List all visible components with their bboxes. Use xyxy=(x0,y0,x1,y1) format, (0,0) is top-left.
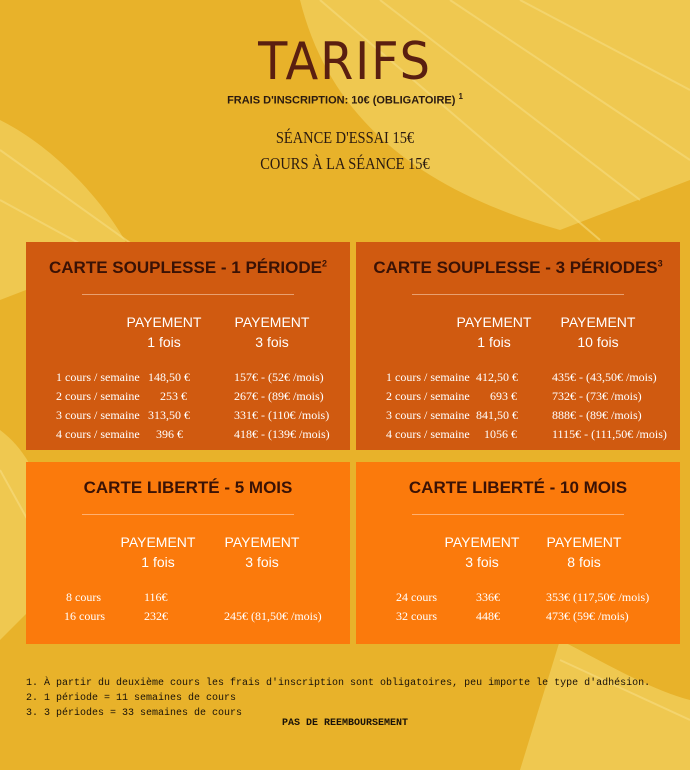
table-row xyxy=(356,408,680,427)
payment-label: PAYEMENT xyxy=(234,314,310,330)
trial-session-price: SÉANCE D'ESSAI 15€ xyxy=(275,127,415,147)
row-label: 1 cours / semaine xyxy=(386,370,470,384)
divider xyxy=(412,294,624,295)
table-row xyxy=(356,389,680,408)
no-refund-notice: PAS DE REEMBOURSEMENT xyxy=(281,718,409,729)
header xyxy=(0,32,690,177)
footnote-3: 3. 3 périodes = 33 semaines de cours xyxy=(26,708,243,719)
card-liberte-5-mois xyxy=(26,462,350,644)
registration-fee xyxy=(0,92,690,107)
row-price-once: 336€ xyxy=(476,590,500,604)
price-table xyxy=(26,590,350,628)
card-title-note: 3 xyxy=(657,258,663,269)
row-price-once: 448€ xyxy=(476,609,500,623)
table-row xyxy=(26,590,350,609)
payment-col-1 xyxy=(454,312,534,352)
payment-col-2 xyxy=(558,312,638,352)
row-price-once: 232€ xyxy=(144,609,168,623)
payment-label: PAYEMENT xyxy=(456,314,532,330)
payment-label: PAYEMENT xyxy=(546,534,622,550)
payment-col-1 xyxy=(442,532,522,572)
row-label: 16 cours xyxy=(64,609,105,623)
card-title-text: CARTE LIBERTÉ - 5 MOIS xyxy=(83,478,293,497)
registration-fee-text: FRAIS D'INSCRIPTION: 10€ (OBLIGATOIRE) xyxy=(227,94,456,107)
row-label: 8 cours xyxy=(66,590,101,604)
row-price-once: 253 € xyxy=(160,389,187,403)
payment-col-2 xyxy=(222,532,302,572)
footnote-1: 1. À partir du deuxième cours les frais d'inscription sont obligatoires, peu importe le type d'adhésion. xyxy=(26,678,651,689)
page-title: TARIFS xyxy=(258,32,432,92)
table-row xyxy=(26,370,350,389)
row-price-split: 732€ - (73€ /mois) xyxy=(552,389,642,403)
table-row xyxy=(26,389,350,408)
divider xyxy=(412,514,624,515)
row-price-once: 412,50 € xyxy=(476,370,518,384)
trial-prices xyxy=(52,125,639,178)
card-title-text: CARTE SOUPLESSE - 3 PÉRIODES xyxy=(373,258,658,277)
row-price-once: 1056 € xyxy=(484,427,517,441)
row-label: 24 cours xyxy=(396,590,437,604)
payment-col-2 xyxy=(544,532,624,572)
payment-count: 3 fois xyxy=(245,554,279,570)
divider xyxy=(82,294,294,295)
divider xyxy=(82,514,294,515)
card-title xyxy=(356,478,680,498)
table-row xyxy=(26,609,350,628)
table-row xyxy=(356,609,680,628)
payment-col-1 xyxy=(124,312,204,352)
payment-col-1 xyxy=(118,532,198,572)
payment-count: 1 fois xyxy=(477,334,511,350)
row-price-split: 267€ - (89€ /mois) xyxy=(234,389,324,403)
row-price-split: 157€ - (52€ /mois) xyxy=(234,370,324,384)
price-table xyxy=(356,590,680,628)
registration-fee-note: 1 xyxy=(458,92,463,101)
payment-label: PAYEMENT xyxy=(224,534,300,550)
payment-count: 3 fois xyxy=(255,334,289,350)
row-label: 3 cours / semaine xyxy=(56,408,140,422)
card-title-text: CARTE LIBERTÉ - 10 MOIS xyxy=(408,478,628,497)
table-row xyxy=(356,370,680,389)
row-price-split: 473€ (59€ /mois) xyxy=(546,609,629,623)
row-price-split: 888€ - (89€ /mois) xyxy=(552,408,642,422)
row-price-split: 245€ (81,50€ /mois) xyxy=(224,609,322,623)
payment-count: 8 fois xyxy=(567,554,601,570)
row-price-once: 396 € xyxy=(156,427,183,441)
payment-count: 1 fois xyxy=(147,334,181,350)
row-price-once: 116€ xyxy=(144,590,168,604)
row-price-split: 1115€ - (111,50€ /mois) xyxy=(552,427,667,441)
card-title xyxy=(26,478,350,498)
table-row xyxy=(26,408,350,427)
card-liberte-10-mois xyxy=(356,462,680,644)
row-price-once: 148,50 € xyxy=(148,370,190,384)
card-title xyxy=(26,258,350,278)
price-table xyxy=(356,370,680,446)
card-souplesse-1-periode xyxy=(26,242,350,450)
payment-label: PAYEMENT xyxy=(126,314,202,330)
row-label: 2 cours / semaine xyxy=(56,389,140,403)
row-label: 1 cours / semaine xyxy=(56,370,140,384)
price-table xyxy=(26,370,350,446)
row-label: 4 cours / semaine xyxy=(56,427,140,441)
row-label: 3 cours / semaine xyxy=(386,408,470,422)
row-price-split: 435€ - (43,50€ /mois) xyxy=(552,370,657,384)
row-label: 32 cours xyxy=(396,609,437,623)
card-souplesse-3-periodes xyxy=(356,242,680,450)
table-row xyxy=(26,427,350,446)
payment-col-2 xyxy=(232,312,312,352)
table-row xyxy=(356,590,680,609)
payment-count: 3 fois xyxy=(465,554,499,570)
row-price-once: 841,50 € xyxy=(476,408,518,422)
payment-count: 1 fois xyxy=(141,554,175,570)
row-price-split: 353€ (117,50€ /mois) xyxy=(546,590,650,604)
payment-label: PAYEMENT xyxy=(120,534,196,550)
row-price-once: 313,50 € xyxy=(148,408,190,422)
single-session-price: COURS À LA SÉANCE 15€ xyxy=(260,154,430,173)
card-title xyxy=(356,258,680,278)
card-title-text: CARTE SOUPLESSE - 1 PÉRIODE xyxy=(48,258,322,277)
payment-label: PAYEMENT xyxy=(560,314,636,330)
row-price-split: 331€ - (110€ /mois) xyxy=(234,408,330,422)
footnote-2: 2. 1 période = 11 semaines de cours xyxy=(26,693,237,704)
footnotes xyxy=(26,676,650,721)
row-label: 4 cours / semaine xyxy=(386,427,470,441)
payment-label: PAYEMENT xyxy=(444,534,520,550)
table-row xyxy=(356,427,680,446)
payment-count: 10 fois xyxy=(577,334,619,350)
row-label: 2 cours / semaine xyxy=(386,389,470,403)
row-price-once: 693 € xyxy=(490,389,517,403)
card-title-note: 2 xyxy=(321,258,327,269)
row-price-split: 418€ - (139€ /mois) xyxy=(234,427,330,441)
